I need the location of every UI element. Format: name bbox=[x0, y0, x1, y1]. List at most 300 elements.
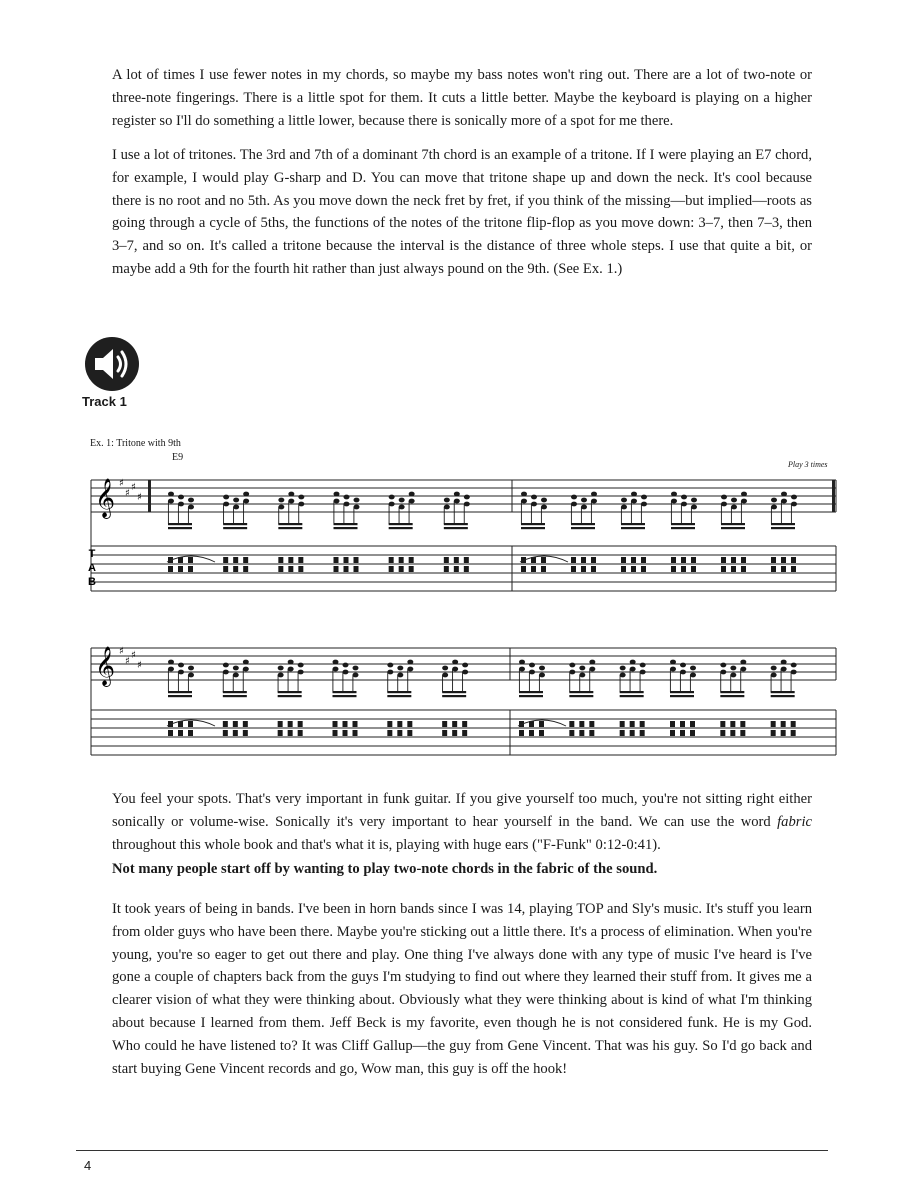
tab-mark bbox=[640, 730, 645, 736]
note-head bbox=[243, 660, 249, 665]
sharp-sign: ♯ bbox=[131, 650, 136, 661]
tab-mark bbox=[387, 721, 392, 727]
tab-mark bbox=[671, 566, 676, 572]
note-head bbox=[462, 663, 468, 668]
tab-mark bbox=[621, 566, 626, 572]
note-head bbox=[579, 666, 585, 671]
tab-mark bbox=[233, 721, 238, 727]
p3-italic-word: fabric bbox=[777, 813, 812, 830]
note-beam bbox=[278, 527, 302, 529]
tab-mark bbox=[354, 557, 359, 563]
note-beam bbox=[387, 691, 411, 693]
note-head bbox=[178, 495, 184, 500]
note-head bbox=[781, 660, 787, 665]
note-head bbox=[791, 502, 797, 507]
sharp-sign: ♯ bbox=[119, 646, 124, 657]
tab-mark bbox=[741, 566, 746, 572]
note-head bbox=[771, 505, 777, 510]
note-head bbox=[791, 670, 797, 675]
tab-mark bbox=[243, 721, 248, 727]
note-beam bbox=[771, 695, 795, 697]
note-head bbox=[640, 670, 646, 675]
note-head bbox=[681, 502, 687, 507]
tab-mark bbox=[298, 730, 303, 736]
tab-mark bbox=[620, 730, 625, 736]
tab-mark bbox=[343, 730, 348, 736]
tab-mark bbox=[397, 721, 402, 727]
note-head bbox=[571, 502, 577, 507]
tab-mark bbox=[589, 730, 594, 736]
note-head bbox=[178, 663, 184, 668]
note-head bbox=[168, 499, 174, 504]
note-beam bbox=[671, 527, 695, 529]
tab-mark bbox=[354, 566, 359, 572]
pull-quote: Not many people start off by wanting to play two-note chords in the fabric of the sound. bbox=[112, 861, 658, 877]
note-head bbox=[690, 666, 696, 671]
note-head bbox=[521, 499, 527, 504]
note-head bbox=[442, 666, 448, 671]
tab-mark bbox=[569, 721, 574, 727]
note-head bbox=[569, 663, 575, 668]
tab-mark bbox=[771, 721, 776, 727]
tab-mark bbox=[462, 730, 467, 736]
note-head bbox=[464, 502, 470, 507]
note-head bbox=[721, 502, 727, 507]
note-head bbox=[288, 660, 294, 665]
note-head bbox=[731, 498, 737, 503]
tab-mark bbox=[791, 730, 796, 736]
note-beam bbox=[278, 523, 302, 525]
tab-mark bbox=[464, 566, 469, 572]
note-head bbox=[791, 495, 797, 500]
sharp-sign: ♯ bbox=[137, 492, 142, 503]
note-beam bbox=[671, 523, 695, 525]
tab-mark bbox=[640, 721, 645, 727]
note-head bbox=[720, 663, 726, 668]
tab-mark bbox=[343, 721, 348, 727]
tab-mark bbox=[589, 721, 594, 727]
tab-mark bbox=[690, 730, 695, 736]
note-head bbox=[671, 499, 677, 504]
tab-mark bbox=[740, 721, 745, 727]
note-head bbox=[354, 505, 360, 510]
tab-mark bbox=[581, 557, 586, 563]
note-beam bbox=[168, 527, 192, 529]
note-head bbox=[631, 492, 637, 497]
tab-mark bbox=[353, 721, 358, 727]
note-beam bbox=[442, 695, 466, 697]
paragraph-intro: A lot of times I use fewer notes in my chords, so maybe my bass notes won't ring out. There are a lot of two-note or three-note fingerings. There is a little spot for them. It cuts a little better. Maybe the keyboard is playing on a higher register so I'll do something a little lower, because there is sonically more of a spot for me there. bbox=[112, 67, 812, 129]
tab-mark bbox=[539, 721, 544, 727]
tab-mark bbox=[529, 730, 534, 736]
note-head bbox=[519, 660, 525, 665]
tab-mark bbox=[188, 721, 193, 727]
sharp-sign: ♯ bbox=[125, 656, 130, 667]
note-beam bbox=[223, 527, 247, 529]
tab-mark bbox=[571, 566, 576, 572]
tab-letter-t: T bbox=[88, 548, 96, 560]
tab-letter-b: B bbox=[88, 576, 96, 588]
note-head bbox=[243, 667, 249, 672]
tab-mark bbox=[243, 730, 248, 736]
repeat-bar bbox=[148, 480, 151, 512]
tab-mark bbox=[243, 557, 248, 563]
tab-mark bbox=[771, 730, 776, 736]
sharp-sign: ♯ bbox=[119, 478, 124, 489]
note-head bbox=[243, 492, 249, 497]
note-head bbox=[620, 666, 626, 671]
note-head bbox=[539, 673, 545, 678]
note-head bbox=[630, 667, 636, 672]
note-head bbox=[771, 666, 777, 671]
tab-mark bbox=[288, 721, 293, 727]
note-head bbox=[631, 499, 637, 504]
tab-mark bbox=[681, 557, 686, 563]
note-beam bbox=[168, 523, 192, 525]
tab-mark bbox=[334, 566, 339, 572]
note-head bbox=[168, 492, 174, 497]
note-head bbox=[670, 667, 676, 672]
note-head bbox=[571, 495, 577, 500]
tab-mark bbox=[579, 721, 584, 727]
note-head bbox=[344, 495, 350, 500]
tab-mark bbox=[407, 730, 412, 736]
tab-mark bbox=[691, 557, 696, 563]
note-head bbox=[409, 499, 415, 504]
note-head bbox=[387, 670, 393, 675]
note-head bbox=[278, 673, 284, 678]
tab-mark bbox=[298, 721, 303, 727]
note-head bbox=[407, 660, 413, 665]
tab-mark bbox=[539, 730, 544, 736]
tab-mark bbox=[741, 557, 746, 563]
tab-mark bbox=[223, 557, 228, 563]
note-head bbox=[591, 492, 597, 497]
note-head bbox=[409, 492, 415, 497]
tab-mark bbox=[188, 557, 193, 563]
note-head bbox=[581, 498, 587, 503]
tab-mark bbox=[680, 721, 685, 727]
note-head bbox=[178, 502, 184, 507]
note-beam bbox=[442, 691, 466, 693]
note-head bbox=[691, 498, 697, 503]
tab-mark bbox=[444, 557, 449, 563]
tab-mark bbox=[681, 566, 686, 572]
note-head bbox=[343, 663, 349, 668]
note-beam bbox=[621, 523, 645, 525]
tab-mark bbox=[407, 721, 412, 727]
tab-mark bbox=[569, 730, 574, 736]
page-number: 4 bbox=[84, 1158, 92, 1173]
track-label: Track 1 bbox=[82, 394, 127, 409]
note-head bbox=[591, 499, 597, 504]
note-beam bbox=[444, 527, 468, 529]
note-beam bbox=[519, 691, 543, 693]
tab-mark bbox=[781, 557, 786, 563]
note-head bbox=[288, 667, 294, 672]
note-head bbox=[721, 495, 727, 500]
tab-mark bbox=[731, 566, 736, 572]
tab-mark bbox=[791, 566, 796, 572]
note-head bbox=[464, 495, 470, 500]
note-beam bbox=[571, 523, 595, 525]
note-head bbox=[298, 502, 304, 507]
note-beam bbox=[620, 695, 644, 697]
p3-text-end: throughout this whole book and that's what it is, playing with huge ears ("F-Funk" 0:12-0:41). bbox=[112, 836, 661, 853]
note-head bbox=[333, 667, 339, 672]
note-head bbox=[288, 499, 294, 504]
note-beam bbox=[519, 695, 543, 697]
note-head bbox=[730, 673, 736, 678]
p3-text-start: You feel your spots. That's very important in funk guitar. If you give yourself too much, you're not sitting right either sonically or volume-wise. Sonically it's very important to hear yourself in the band. We can use the word bbox=[112, 791, 812, 830]
tab-mark bbox=[223, 721, 228, 727]
note-head bbox=[354, 498, 360, 503]
note-head bbox=[298, 495, 304, 500]
note-beam bbox=[720, 695, 744, 697]
note-head bbox=[334, 492, 340, 497]
tab-mark bbox=[223, 566, 228, 572]
chord-symbol: E9 bbox=[172, 452, 184, 463]
note-beam bbox=[223, 691, 247, 693]
sharp-sign: ♯ bbox=[131, 482, 136, 493]
tab-mark bbox=[233, 557, 238, 563]
note-head bbox=[641, 495, 647, 500]
note-head bbox=[444, 505, 450, 510]
tab-mark bbox=[670, 730, 675, 736]
note-head bbox=[720, 670, 726, 675]
note-head bbox=[691, 505, 697, 510]
tab-mark bbox=[452, 730, 457, 736]
note-beam bbox=[278, 691, 302, 693]
note-head bbox=[343, 670, 349, 675]
note-head bbox=[740, 660, 746, 665]
note-head bbox=[168, 660, 174, 665]
tab-mark bbox=[591, 557, 596, 563]
tab-mark bbox=[541, 557, 546, 563]
note-head bbox=[454, 492, 460, 497]
note-head bbox=[771, 498, 777, 503]
note-head bbox=[630, 660, 636, 665]
note-head bbox=[680, 670, 686, 675]
note-beam bbox=[771, 527, 795, 529]
note-beam bbox=[389, 523, 413, 525]
note-head bbox=[730, 666, 736, 671]
tab-mark bbox=[188, 730, 193, 736]
note-head bbox=[621, 505, 627, 510]
note-beam bbox=[720, 691, 744, 693]
tab-mark bbox=[690, 721, 695, 727]
note-head bbox=[681, 495, 687, 500]
tab-mark bbox=[178, 566, 183, 572]
tab-mark bbox=[781, 730, 786, 736]
sharp-sign: ♯ bbox=[137, 660, 142, 671]
note-head bbox=[589, 667, 595, 672]
note-head bbox=[288, 492, 294, 497]
note-head bbox=[771, 673, 777, 678]
note-beam bbox=[278, 695, 302, 697]
note-head bbox=[621, 498, 627, 503]
tab-mark bbox=[771, 566, 776, 572]
note-head bbox=[452, 660, 458, 665]
tab-mark bbox=[168, 566, 173, 572]
note-head bbox=[741, 492, 747, 497]
note-head bbox=[641, 502, 647, 507]
tab-mark bbox=[791, 557, 796, 563]
tab-mark bbox=[631, 566, 636, 572]
note-head bbox=[278, 666, 284, 671]
tab-mark bbox=[344, 557, 349, 563]
note-head bbox=[353, 673, 359, 678]
tab-mark bbox=[571, 557, 576, 563]
tab-mark bbox=[298, 557, 303, 563]
note-head bbox=[334, 499, 340, 504]
repeat-marking: Play 3 times bbox=[788, 460, 828, 469]
note-head bbox=[529, 670, 535, 675]
tab-mark bbox=[333, 730, 338, 736]
tab-mark bbox=[288, 566, 293, 572]
note-head bbox=[529, 663, 535, 668]
note-head bbox=[178, 670, 184, 675]
sharp-sign: ♯ bbox=[125, 488, 130, 499]
note-head bbox=[541, 498, 547, 503]
tab-mark bbox=[188, 566, 193, 572]
tab-mark bbox=[581, 566, 586, 572]
note-head bbox=[442, 673, 448, 678]
tab-mark bbox=[454, 557, 459, 563]
tab-mark bbox=[454, 566, 459, 572]
note-head bbox=[741, 499, 747, 504]
tab-mark bbox=[531, 566, 536, 572]
treble-clef: 𝄞 bbox=[95, 646, 116, 686]
tab-letter-a: A bbox=[88, 562, 96, 574]
note-head bbox=[223, 502, 229, 507]
tab-mark bbox=[720, 721, 725, 727]
note-head bbox=[243, 499, 249, 504]
tab-mark bbox=[353, 730, 358, 736]
note-beam bbox=[670, 691, 694, 693]
tab-mark bbox=[387, 730, 392, 736]
note-beam bbox=[389, 527, 413, 529]
tab-mark bbox=[671, 557, 676, 563]
tab-mark bbox=[781, 566, 786, 572]
note-head bbox=[640, 663, 646, 668]
note-head bbox=[462, 670, 468, 675]
tab-mark bbox=[344, 566, 349, 572]
tab-mark bbox=[740, 730, 745, 736]
note-beam bbox=[333, 691, 357, 693]
tab-mark bbox=[771, 557, 776, 563]
note-head bbox=[690, 673, 696, 678]
note-head bbox=[407, 667, 413, 672]
tab-mark bbox=[620, 721, 625, 727]
note-beam bbox=[670, 695, 694, 697]
note-head bbox=[521, 492, 527, 497]
note-beam bbox=[333, 695, 357, 697]
tab-mark bbox=[442, 730, 447, 736]
paragraph-tritones: I use a lot of tritones. The 3rd and 7th of a dominant 7th chord is an example of a tritone. If I were playing an E7 chord, for example, I would play G-sharp and D. You can move that tritone shape up and down the neck. It's cool because there is no root and no 5th. As you move down the neck fret by fret, if you think of the missing—but implied—roots as going through a cycle of 5ths, the functions of the notes of the tritone flip-flop as you move down: 3–7, then 7–3, then 3–7, and so on. It's called a tritone because the interval is the distance of three whole steps. I use that quite a bit, or maybe add a 9th for the fourth hit rather than just always pound on the 9th. (See Ex. 1.) bbox=[112, 147, 812, 277]
tab-mark bbox=[278, 730, 283, 736]
tab-mark bbox=[630, 721, 635, 727]
note-head bbox=[452, 667, 458, 672]
note-beam bbox=[223, 523, 247, 525]
note-head bbox=[233, 498, 239, 503]
tab-mark bbox=[680, 730, 685, 736]
tab-mark bbox=[730, 721, 735, 727]
note-head bbox=[387, 663, 393, 668]
note-head bbox=[781, 667, 787, 672]
note-head bbox=[233, 666, 239, 671]
tab-mark bbox=[781, 721, 786, 727]
tab-mark bbox=[409, 566, 414, 572]
note-beam bbox=[223, 695, 247, 697]
tab-mark bbox=[243, 566, 248, 572]
tab-mark bbox=[791, 721, 796, 727]
note-head bbox=[298, 663, 304, 668]
tab-mark bbox=[442, 721, 447, 727]
note-beam bbox=[721, 527, 745, 529]
note-head bbox=[539, 666, 545, 671]
note-head bbox=[397, 666, 403, 671]
tab-mark bbox=[541, 566, 546, 572]
tab-mark bbox=[521, 566, 526, 572]
tab-mark bbox=[278, 557, 283, 563]
tab-mark bbox=[641, 566, 646, 572]
note-beam bbox=[168, 695, 192, 697]
note-head bbox=[298, 670, 304, 675]
note-head bbox=[188, 505, 194, 510]
note-head bbox=[389, 495, 395, 500]
note-head bbox=[233, 673, 239, 678]
tab-mark bbox=[168, 730, 173, 736]
note-beam bbox=[569, 695, 593, 697]
note-head bbox=[541, 505, 547, 510]
tab-mark bbox=[730, 730, 735, 736]
tab-mark bbox=[233, 730, 238, 736]
note-beam bbox=[771, 523, 795, 525]
note-head bbox=[397, 673, 403, 678]
note-head bbox=[620, 673, 626, 678]
footer-rule bbox=[76, 1150, 828, 1151]
note-head bbox=[233, 505, 239, 510]
note-head bbox=[223, 663, 229, 668]
note-beam bbox=[771, 691, 795, 693]
tab-mark bbox=[178, 730, 183, 736]
note-head bbox=[444, 498, 450, 503]
note-head bbox=[589, 660, 595, 665]
note-head bbox=[680, 663, 686, 668]
note-head bbox=[188, 666, 194, 671]
note-head bbox=[519, 667, 525, 672]
tab-mark bbox=[462, 721, 467, 727]
note-head bbox=[188, 673, 194, 678]
tab-mark bbox=[409, 557, 414, 563]
note-head bbox=[731, 505, 737, 510]
tab-mark bbox=[389, 557, 394, 563]
tab-mark bbox=[721, 557, 726, 563]
note-head bbox=[581, 505, 587, 510]
treble-clef: 𝄞 bbox=[95, 478, 116, 518]
note-head bbox=[188, 498, 194, 503]
paragraph-history: It took years of being in bands. I've been in horn bands since I was 14, playing TOP and Sly's music. It's stuff you learn from older guys who have been there. Maybe you're sticking out a little there. It's a process of elimination. When you're young, you're so eager to get out there and play. One thing I've always done with any type of music I've heard is I've gone a couple of chapters back from the guys I'm studying to find out where they learned their stuff from. It gives me a clearer vision of what they were thinking about. Obviously what they were thinking about is kind of what I'm thinking about because I learned from them. Jeff Beck is my favorite, even though he is not considered funk. He is my God. Who could he have listened to? It was Cliff Gallup—the guy from Gene Vincent. That was his guy. So I'd go back and start buying Gene Vincent records and go, Wow man, this guy is off the hook! bbox=[112, 901, 812, 1077]
tab-mark bbox=[621, 557, 626, 563]
tab-mark bbox=[630, 730, 635, 736]
repeat-bar bbox=[832, 480, 835, 512]
tab-mark bbox=[579, 730, 584, 736]
tab-mark bbox=[731, 557, 736, 563]
tab-mark bbox=[334, 557, 339, 563]
note-head bbox=[278, 505, 284, 510]
note-head bbox=[670, 660, 676, 665]
